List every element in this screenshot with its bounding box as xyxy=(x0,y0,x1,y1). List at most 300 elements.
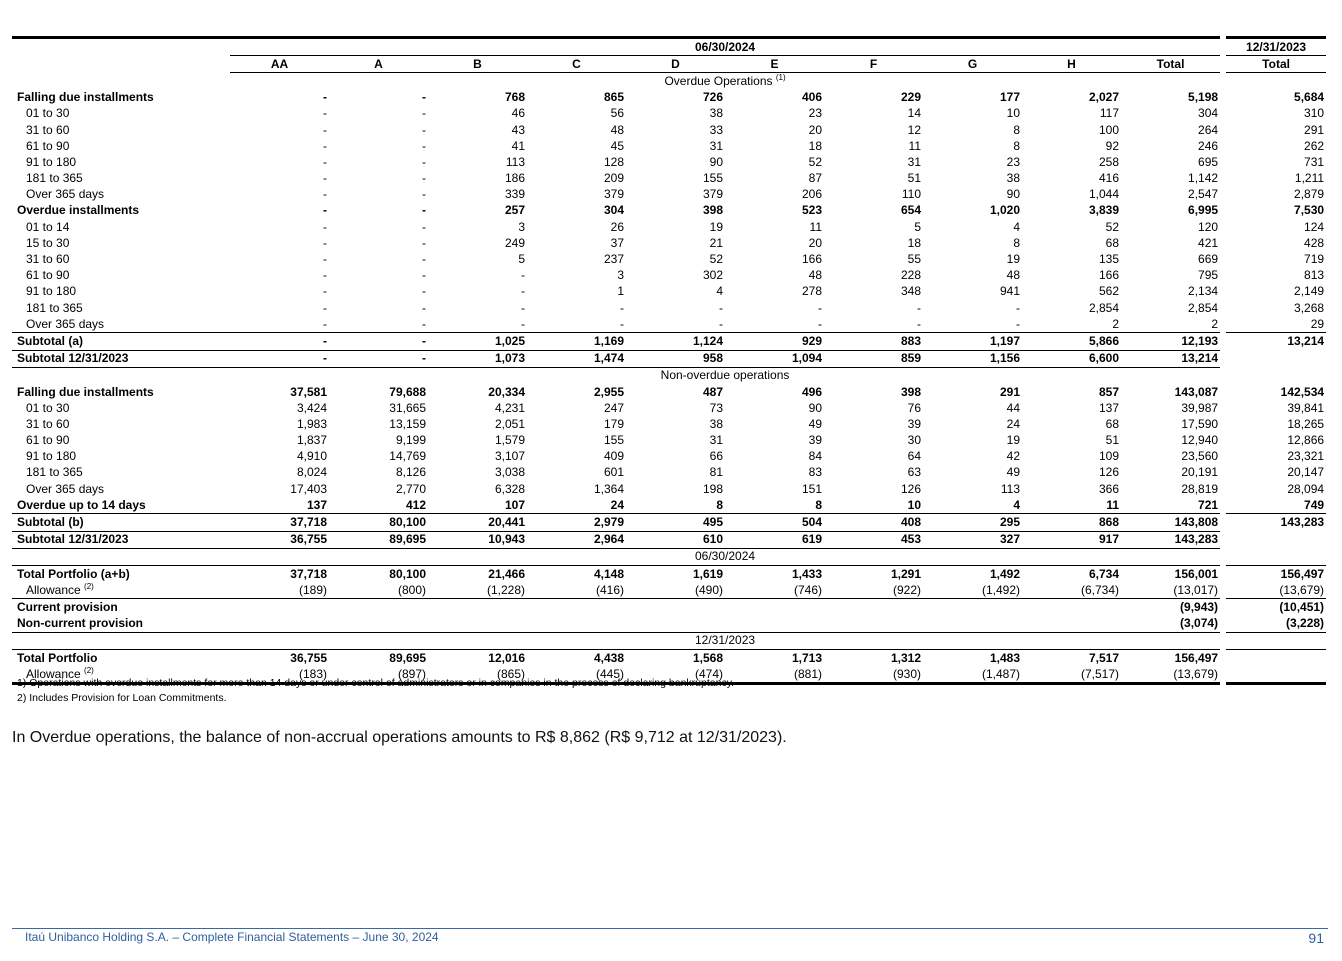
column-header-d: D xyxy=(626,56,725,73)
row-label-text: Subtotal 12/31/2023 xyxy=(17,351,129,366)
value-cell: 859 xyxy=(824,350,923,367)
table-row xyxy=(12,122,1326,138)
value-cell: 339 xyxy=(504,187,525,202)
value-cell: 398 xyxy=(702,203,723,218)
value-cell: - xyxy=(422,154,426,169)
value-cell: 731 xyxy=(1304,154,1325,169)
row-label-text: Falling due installments xyxy=(17,384,154,399)
value-cell: 39 xyxy=(907,416,921,431)
value-cell: 487 xyxy=(702,384,723,399)
value-cell: 143,087 xyxy=(1174,384,1219,399)
row-label xyxy=(12,316,230,333)
row-label-text: 181 to 365 xyxy=(26,465,83,480)
value-cell: (490) xyxy=(694,582,723,597)
value-cell: - xyxy=(230,350,329,367)
total-portfolio-row xyxy=(12,566,1326,583)
value-cell: - xyxy=(422,219,426,234)
value-cell: 1,568 xyxy=(626,649,725,666)
value-cell: 90 xyxy=(709,154,723,169)
row-label-text: 181 to 365 xyxy=(26,300,83,315)
value-cell: (922) xyxy=(892,582,921,597)
section-blank xyxy=(1226,73,1326,90)
value-cell: - xyxy=(422,235,426,250)
row-label-text: 31 to 60 xyxy=(26,122,70,137)
value-cell: 66 xyxy=(709,449,723,464)
value-cell: 857 xyxy=(1098,384,1119,399)
value-cell: 49 xyxy=(1006,465,1020,480)
value-cell: 406 xyxy=(801,90,822,105)
header-blank xyxy=(12,56,230,73)
allowance-row xyxy=(12,582,1326,599)
value-cell: 17,403 xyxy=(290,481,327,496)
row-label xyxy=(12,566,230,583)
column-header-prior-total: Total xyxy=(1226,56,1326,73)
section-blank xyxy=(12,548,230,565)
value-cell: (800) xyxy=(397,582,426,597)
value-cell: 278 xyxy=(801,284,822,299)
value-cell: 1,156 xyxy=(923,350,1022,367)
value-cell xyxy=(1022,616,1121,633)
column-header-a: A xyxy=(329,56,428,73)
value-cell: - xyxy=(323,106,327,121)
value-cell: - xyxy=(818,300,822,315)
footnote-ref: (2) xyxy=(84,582,94,591)
prior-total-portfolio-row xyxy=(12,649,1326,666)
value-cell: (13,017) xyxy=(1173,582,1219,597)
overdue-portfolio-table xyxy=(12,36,1326,685)
value-cell: 2,964 xyxy=(527,531,626,548)
value-cell: 4 xyxy=(1013,219,1020,234)
value-cell: 348 xyxy=(900,284,921,299)
value-cell: (1,492) xyxy=(981,582,1020,597)
value-cell: - xyxy=(719,300,723,315)
value-cell: 4 xyxy=(1013,497,1020,512)
value-cell: 23,560 xyxy=(1181,449,1219,464)
value-cell: - xyxy=(323,235,327,250)
value-cell: 2,854 xyxy=(1188,300,1219,315)
table-row xyxy=(12,481,1326,497)
column-header-f: F xyxy=(824,56,923,73)
table-row xyxy=(12,433,1326,449)
value-cell: 128 xyxy=(603,154,624,169)
value-cell: 3,107 xyxy=(494,449,525,464)
value-cell: 421 xyxy=(1198,235,1219,250)
value-cell: 327 xyxy=(923,531,1022,548)
value-cell: 126 xyxy=(900,481,921,496)
value-cell: - xyxy=(1016,300,1020,315)
row-label-text: Subtotal 12/31/2023 xyxy=(17,532,129,547)
row-label-text: 91 to 180 xyxy=(26,154,77,169)
value-cell: 36,755 xyxy=(230,531,329,548)
value-cell: (10,451) xyxy=(1226,599,1326,616)
non-current-provision-row xyxy=(12,616,1326,633)
value-cell: - xyxy=(422,316,426,331)
column-header-total: Total xyxy=(1121,56,1220,73)
section-blank xyxy=(1226,632,1326,649)
value-cell: 90 xyxy=(1006,187,1020,202)
row-label xyxy=(12,616,230,633)
row-label xyxy=(12,531,230,548)
value-cell: 8 xyxy=(815,497,822,512)
value-cell: - xyxy=(620,316,624,331)
value-cell: 137 xyxy=(1098,400,1119,415)
value-cell: 23 xyxy=(1006,154,1020,169)
value-cell: 156,497 xyxy=(1121,649,1220,666)
subtotal-b-row xyxy=(12,514,1326,531)
value-cell: 1,492 xyxy=(923,566,1022,583)
value-cell: (865) xyxy=(428,666,527,684)
value-cell: 416 xyxy=(1098,171,1119,186)
value-cell: 12,016 xyxy=(428,649,527,666)
value-cell: - xyxy=(917,300,921,315)
value-cell: 5,866 xyxy=(1022,333,1121,350)
value-cell: 38 xyxy=(709,106,723,121)
value-cell: 669 xyxy=(1198,252,1219,267)
value-cell: 45 xyxy=(610,138,624,153)
table-row xyxy=(12,300,1326,316)
value-cell: 52 xyxy=(808,154,822,169)
value-cell: 4,148 xyxy=(527,566,626,583)
value-cell: - xyxy=(422,90,426,105)
value-cell: - xyxy=(323,268,327,283)
value-cell: 610 xyxy=(626,531,725,548)
row-label-text: 181 to 365 xyxy=(26,171,83,186)
value-cell: 726 xyxy=(702,90,723,105)
table-row xyxy=(12,90,1326,106)
value-cell: - xyxy=(422,252,426,267)
value-cell: - xyxy=(521,284,525,299)
value-cell: 2 xyxy=(1112,316,1119,331)
value-cell: 719 xyxy=(1304,252,1325,267)
table-row xyxy=(12,465,1326,481)
section-portfolio-prior xyxy=(12,632,1326,649)
value-cell: - xyxy=(1016,316,1020,331)
value-cell: 52 xyxy=(709,252,723,267)
value-cell: 73 xyxy=(709,400,723,415)
value-cell: 20 xyxy=(808,122,822,137)
value-cell: 409 xyxy=(603,449,624,464)
value-cell: 302 xyxy=(702,268,723,283)
value-cell: 929 xyxy=(725,333,824,350)
section-blank xyxy=(12,73,230,90)
value-cell: 310 xyxy=(1304,106,1325,121)
value-cell: 1,983 xyxy=(296,416,327,431)
table-row xyxy=(12,400,1326,416)
value-cell: 39 xyxy=(808,433,822,448)
value-cell: 3,268 xyxy=(1294,300,1325,315)
value-cell: 24 xyxy=(610,497,624,512)
row-label xyxy=(12,384,230,400)
value-cell: 3 xyxy=(518,219,525,234)
section-blank xyxy=(1226,367,1326,384)
value-cell: - xyxy=(323,187,327,202)
section-portfolio-current xyxy=(12,548,1326,565)
row-label xyxy=(12,235,230,251)
value-cell: 206 xyxy=(801,187,822,202)
value-cell: 177 xyxy=(999,90,1020,105)
value-cell: - xyxy=(521,300,525,315)
header-blank xyxy=(12,38,230,56)
value-cell: 1,619 xyxy=(626,566,725,583)
row-label xyxy=(12,333,230,350)
value-cell: 768 xyxy=(504,90,525,105)
value-cell: 12 xyxy=(907,122,921,137)
value-cell: 41 xyxy=(511,138,525,153)
value-cell: 412 xyxy=(405,497,426,512)
value-cell: 2,854 xyxy=(1088,300,1119,315)
value-cell: - xyxy=(818,316,822,331)
value-cell: 10 xyxy=(1006,106,1020,121)
value-cell xyxy=(1226,350,1326,367)
section-portfolio-prior-label xyxy=(230,632,1220,649)
value-cell: 51 xyxy=(907,171,921,186)
row-label xyxy=(12,481,230,497)
value-cell: 113 xyxy=(1000,481,1020,496)
table-row xyxy=(12,154,1326,170)
value-cell: 155 xyxy=(702,171,723,186)
value-cell: 143,808 xyxy=(1121,514,1220,531)
current-provision-row xyxy=(12,599,1326,616)
value-cell: - xyxy=(521,316,525,331)
row-label-text: 31 to 60 xyxy=(26,416,70,431)
section-title: 12/31/2023 xyxy=(695,633,756,648)
value-cell: 12,193 xyxy=(1121,333,1220,350)
row-label-text: Over 365 days xyxy=(26,187,105,202)
value-cell: - xyxy=(323,138,327,153)
value-cell: 228 xyxy=(900,268,921,283)
table-row xyxy=(12,316,1326,333)
value-cell: 2 xyxy=(1211,316,1219,331)
value-cell: 6,328 xyxy=(494,481,525,496)
section-title: Non-overdue operations xyxy=(660,368,790,383)
value-cell: 2,149 xyxy=(1294,284,1325,299)
value-cell: 1,713 xyxy=(725,649,824,666)
value-cell: (1,487) xyxy=(923,666,1022,684)
value-cell xyxy=(626,599,725,616)
row-label-text: Total Portfolio xyxy=(17,650,98,665)
value-cell: 1,211 xyxy=(1294,171,1325,186)
value-cell: 8 xyxy=(716,497,723,512)
value-cell: 37,718 xyxy=(230,514,329,531)
value-cell: - xyxy=(323,171,327,186)
value-cell: 68 xyxy=(1105,235,1119,250)
value-cell: 868 xyxy=(1022,514,1121,531)
footer-title: Itaú Unibanco Holding S.A. – Complete Financial Statements – June 30, 2024 xyxy=(25,930,439,944)
value-cell: 18 xyxy=(808,138,822,153)
value-cell: 1,073 xyxy=(428,350,527,367)
table-row xyxy=(12,187,1326,203)
row-label xyxy=(12,268,230,284)
value-cell: 8 xyxy=(1013,138,1020,153)
value-cell: 8 xyxy=(1013,235,1020,250)
value-cell: 229 xyxy=(900,90,921,105)
value-cell: 33 xyxy=(709,122,723,137)
row-label xyxy=(12,433,230,449)
row-label xyxy=(12,219,230,235)
value-cell: 428 xyxy=(1304,235,1325,250)
value-cell: - xyxy=(323,203,327,218)
value-cell: 5,684 xyxy=(1294,90,1325,105)
row-label-text: 61 to 90 xyxy=(26,268,70,283)
value-cell: 2,027 xyxy=(1088,90,1119,105)
value-cell: 304 xyxy=(1198,106,1219,121)
value-cell: 39,841 xyxy=(1287,400,1325,415)
row-label-text: 01 to 30 xyxy=(26,400,70,415)
value-cell: 44 xyxy=(1006,400,1020,415)
value-cell: 21 xyxy=(709,235,723,250)
value-cell: 5 xyxy=(518,252,525,267)
row-label-text: Overdue installments xyxy=(17,203,140,218)
value-cell: 126 xyxy=(1098,465,1119,480)
section-non-overdue-operations-label xyxy=(230,367,1220,384)
value-cell: 49 xyxy=(808,416,822,431)
row-label xyxy=(12,416,230,432)
value-cell: - xyxy=(422,300,426,315)
value-cell: 18 xyxy=(907,235,921,250)
row-label xyxy=(12,465,230,481)
value-cell xyxy=(527,599,626,616)
row-label xyxy=(12,599,230,616)
row-label-text: 01 to 14 xyxy=(26,219,70,234)
value-cell xyxy=(824,599,923,616)
row-label xyxy=(12,171,230,187)
value-cell: (1,228) xyxy=(486,582,525,597)
row-label xyxy=(12,582,230,599)
rating-header-row xyxy=(12,56,1326,73)
value-cell: 30 xyxy=(907,433,921,448)
value-cell: 11 xyxy=(1106,497,1119,512)
row-label xyxy=(12,497,230,514)
row-label xyxy=(12,251,230,267)
value-cell: (474) xyxy=(626,666,725,684)
value-cell: 6,734 xyxy=(1022,566,1121,583)
value-cell: 3,424 xyxy=(296,400,327,415)
value-cell: 28,819 xyxy=(1181,481,1219,496)
value-cell: 52 xyxy=(1105,219,1119,234)
value-cell: - xyxy=(719,316,723,331)
value-cell: 379 xyxy=(702,187,723,202)
value-cell: - xyxy=(521,268,525,283)
value-cell: 90 xyxy=(808,400,822,415)
value-cell: 1,837 xyxy=(296,433,327,448)
value-cell: 2,979 xyxy=(527,514,626,531)
value-cell: 12,866 xyxy=(1287,433,1325,448)
value-cell: 31 xyxy=(709,138,723,153)
table-row xyxy=(12,251,1326,267)
value-cell: 19 xyxy=(1006,252,1020,267)
value-cell: 68 xyxy=(1105,416,1119,431)
value-cell: 31,665 xyxy=(389,400,426,415)
section-portfolio-current-label xyxy=(230,548,1220,565)
table-row xyxy=(12,106,1326,122)
value-cell: 20 xyxy=(808,235,822,250)
value-cell: 291 xyxy=(1304,122,1325,137)
value-cell: (13,679) xyxy=(1121,666,1220,684)
value-cell: 14,769 xyxy=(389,449,426,464)
value-cell: - xyxy=(620,300,624,315)
value-cell: 2,770 xyxy=(395,481,426,496)
value-cell: 4,910 xyxy=(296,449,327,464)
value-cell xyxy=(725,599,824,616)
value-cell xyxy=(428,616,527,633)
value-cell: 7,517 xyxy=(1022,649,1121,666)
row-label-text: 15 to 30 xyxy=(26,235,70,250)
value-cell: 80,100 xyxy=(329,514,428,531)
value-cell: 13,159 xyxy=(389,416,426,431)
value-cell: (897) xyxy=(329,666,428,684)
value-cell xyxy=(230,616,329,633)
value-cell xyxy=(329,599,428,616)
value-cell xyxy=(428,599,527,616)
table-row xyxy=(12,449,1326,465)
value-cell: 10,943 xyxy=(428,531,527,548)
value-cell: 4,438 xyxy=(527,649,626,666)
value-cell xyxy=(626,616,725,633)
value-cell: 26 xyxy=(610,219,624,234)
value-cell: 262 xyxy=(1304,138,1325,153)
value-cell: 31 xyxy=(709,433,723,448)
value-cell: 6,995 xyxy=(1188,203,1219,218)
column-header-b: B xyxy=(428,56,527,73)
value-cell: 5,198 xyxy=(1188,90,1219,105)
value-cell xyxy=(1022,599,1121,616)
table-row xyxy=(12,284,1326,300)
value-cell: 408 xyxy=(824,514,923,531)
row-label-text: Subtotal (b) xyxy=(17,515,84,530)
value-cell: 958 xyxy=(626,350,725,367)
row-label-text: Current provision xyxy=(17,599,118,614)
value-cell: 1,142 xyxy=(1188,171,1219,186)
value-cell: 117 xyxy=(1099,106,1119,121)
column-header-c: C xyxy=(527,56,626,73)
value-cell: 237 xyxy=(603,252,624,267)
value-cell: 84 xyxy=(808,449,822,464)
value-cell: 504 xyxy=(725,514,824,531)
value-cell: (445) xyxy=(527,666,626,684)
row-label-text: Total Portfolio (a+b) xyxy=(17,566,130,581)
row-label-text: Over 365 days xyxy=(26,316,105,331)
row-label-text: 91 to 180 xyxy=(26,284,77,299)
value-cell: 601 xyxy=(603,465,624,480)
value-cell: 20,334 xyxy=(488,384,525,399)
value-cell: - xyxy=(323,122,327,137)
value-cell: - xyxy=(422,187,426,202)
value-cell: 19 xyxy=(709,219,723,234)
value-cell xyxy=(725,616,824,633)
value-cell: 3,038 xyxy=(494,465,525,480)
value-cell: 39,987 xyxy=(1181,400,1219,415)
row-label xyxy=(12,350,230,367)
value-cell: (881) xyxy=(725,666,824,684)
value-cell: 12,940 xyxy=(1181,433,1219,448)
row-label xyxy=(12,284,230,300)
value-cell: 151 xyxy=(801,481,822,496)
value-cell: 1,312 xyxy=(824,649,923,666)
value-cell: 1,044 xyxy=(1088,187,1119,202)
value-cell xyxy=(1226,649,1326,666)
period-prior-header: 12/31/2023 xyxy=(1226,38,1326,56)
row-label-text: Subtotal (a) xyxy=(17,333,83,348)
value-cell: 20,441 xyxy=(428,514,527,531)
table-row xyxy=(12,384,1326,400)
value-cell: (416) xyxy=(595,582,624,597)
value-cell: 23 xyxy=(808,106,822,121)
value-cell: 795 xyxy=(1198,268,1219,283)
value-cell: 31 xyxy=(907,154,921,169)
value-cell: 721 xyxy=(1198,497,1219,512)
footnotes xyxy=(17,676,734,706)
value-cell: 198 xyxy=(702,481,723,496)
